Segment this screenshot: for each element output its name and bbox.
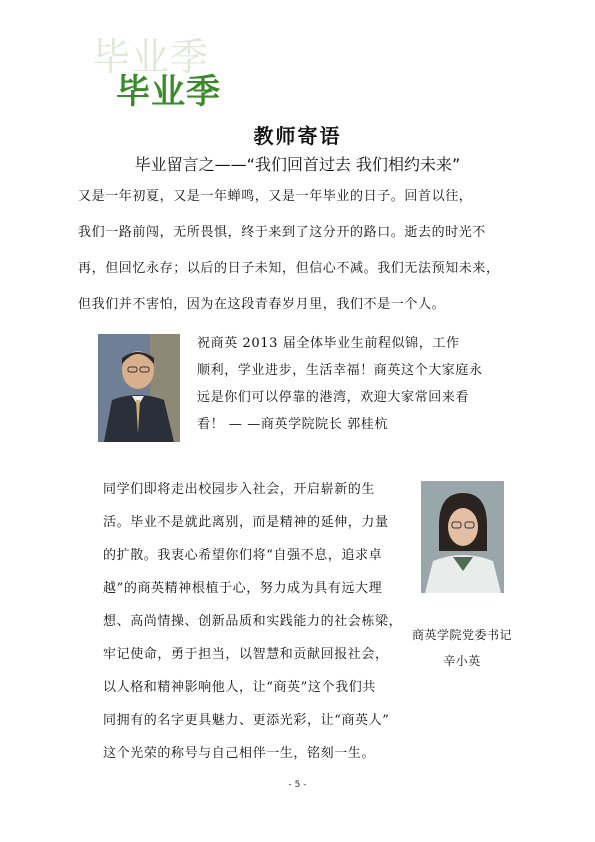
logo-watermark: 毕业季 <box>92 35 210 79</box>
page-subtitle: 毕业留言之——“我们回首过去 我们相约未来” <box>134 155 461 174</box>
secretary-message-line: 越”的商英精神根植于心，努力成为具有远大理 <box>103 581 383 596</box>
secretary-photo <box>421 481 504 593</box>
secretary-message-line: 想、高尚情操、创新品质和实践能力的社会栋梁， <box>103 614 403 629</box>
intro-paragraph <box>78 179 500 323</box>
intro-line: 又是一年初夏，又是一年蝉鸣，又是一年毕业的日子。回首以往， <box>78 189 473 204</box>
caption-name: 辛小英 <box>443 654 481 668</box>
dean-message <box>197 330 483 438</box>
secretary-message-line: 这个光荣的称号与自己相伴一生，铭刻一生。 <box>103 746 376 761</box>
section-logo: 毕业季 <box>116 72 221 112</box>
dean-message-line: 祝商英 2013 届全体毕业生前程似锦，工作 <box>197 336 460 351</box>
dean-photo <box>98 334 180 442</box>
page-title: 教师寄语 <box>253 124 342 148</box>
intro-line: 我们一路前闯，无所畏惧，终于来到了这分开的路口。逝去的时光不 <box>78 225 487 240</box>
secretary-portrait-icon <box>421 481 504 593</box>
intro-line: 但我们并不害怕，因为在这段青春岁月里，我们不是一个人。 <box>78 297 446 312</box>
dean-message-line: 顺利，学业进步，生活幸福！商英这个大家庭永 <box>197 363 483 378</box>
secretary-caption <box>397 622 527 674</box>
secretary-message-line: 以人格和精神影响他人，让“商英”这个我们共 <box>103 680 376 695</box>
secretary-message-line: 同学们即将走出校园步入社会，开启崭新的生 <box>103 482 376 497</box>
secretary-message-line: 活。毕业不是就此离别，而是精神的延伸，力量 <box>103 515 389 530</box>
dean-message-line: 远是你们可以停靠的港湾，欢迎大家常回来看 <box>197 390 470 405</box>
secretary-message <box>103 473 402 770</box>
dean-portrait-icon <box>98 334 180 442</box>
page-number: - 5 - <box>288 780 307 790</box>
secretary-message-line: 牢记使命，勇于担当，以智慧和贡献回报社会， <box>103 647 389 662</box>
intro-line: 再，但回忆永存；以后的日子未知，但信心不减。我们无法预知未来， <box>78 261 500 276</box>
dean-message-line: 看！ — —商英学院院长 郭桂杭 <box>197 417 388 432</box>
secretary-message-line: 的扩散。我衷心希望你们将“自强不息，追求卓 <box>103 548 383 563</box>
secretary-message-line: 同拥有的名字更具魅力、更添光彩，让“商英人” <box>103 713 390 728</box>
caption-title: 商英学院党委书记 <box>411 628 512 642</box>
